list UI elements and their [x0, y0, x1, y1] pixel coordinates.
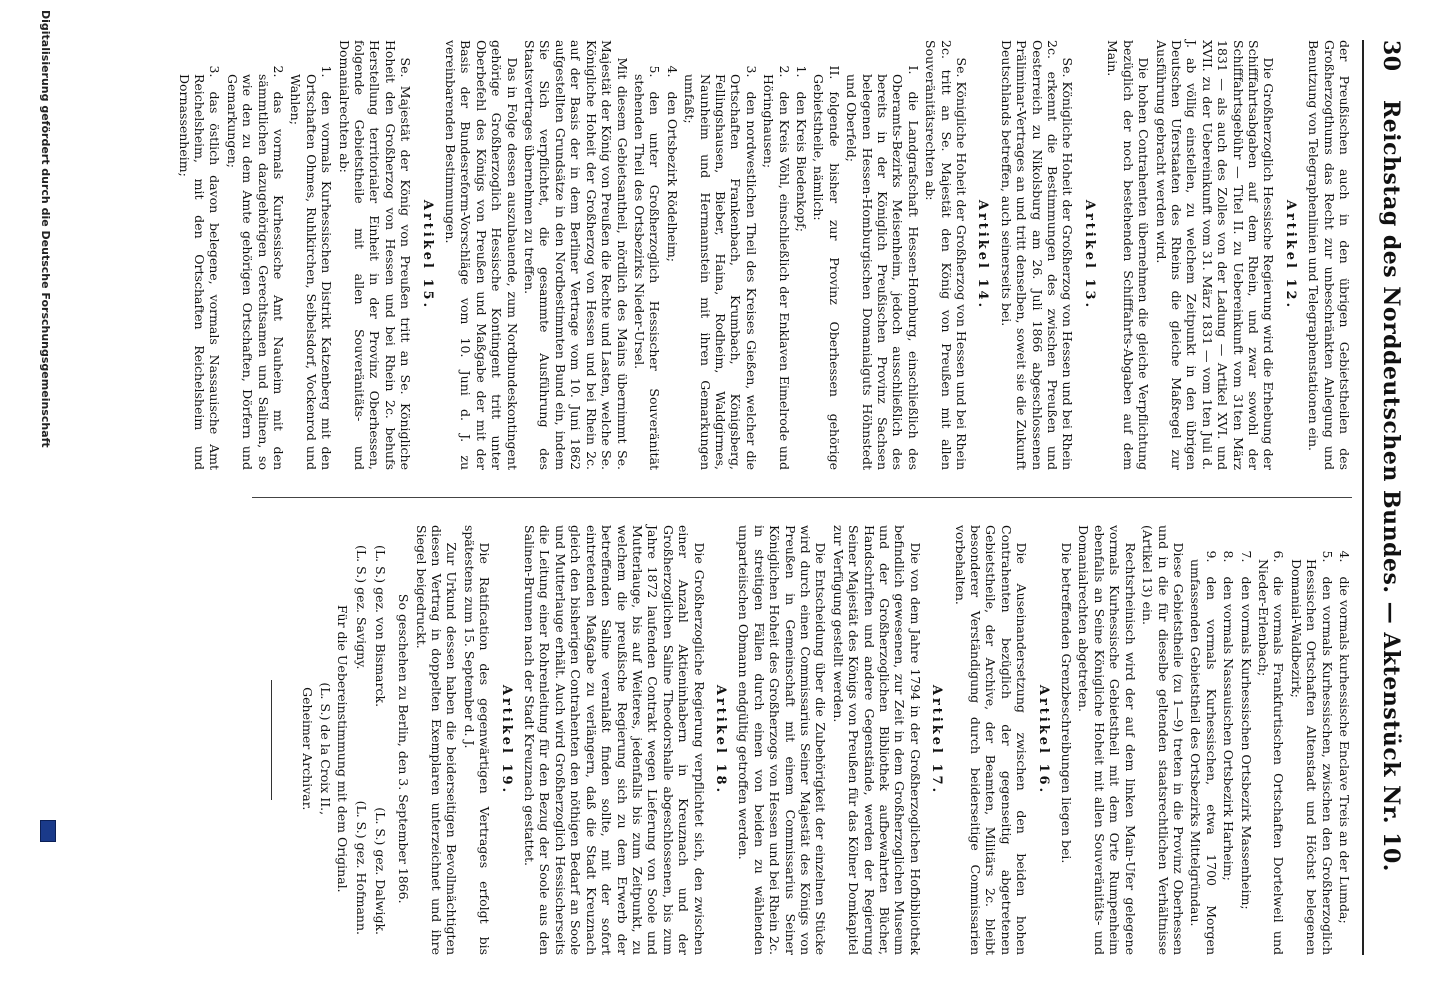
place-date: So geschehen zu Berlin, den 3. September 1866. [396, 593, 412, 904]
list-item: 8. den vormals Nassauischen Ortsbezirk Harheim; [1221, 550, 1237, 881]
article-heading-16: Artikel 16. [1035, 684, 1051, 796]
list-item: 7. den vormals Kurhessischen Ortsbezirk Massenheim; [1238, 550, 1254, 910]
list-item: 9. den vormals Kurhessischen, etwa 1700 Morgen umfassenden Gebietstheil des Ortsbezirks Mittelgründau. [1188, 550, 1219, 955]
list-item: 2. das vormals Kurhessische Amt Nauheim mit den sämmtlichen dazugehörigen Gerechtsamen und Salinen, so wie den zu dem Amte gehörigen Ortschaften, Dörfern und Gemarkungen; [224, 65, 286, 470]
signature: (L. S.) gez. Hofmann. [354, 800, 370, 935]
paragraph: Diese Gebietstheile (zu 1—9) treten in die Provinz Oberhessen und in die für dieselbe geltenden staatsrechtlichen Verhältnisse (Artikel 13) ein. [1140, 525, 1186, 955]
article-heading-17: Artikel 17. [929, 684, 945, 796]
list-item: 4. den Ortsbezirk Rödelheim; [664, 65, 680, 262]
list-item: 3. den nordwestlichen Theil des Kreises Gießen, welcher die Ortschaften Frankenbach, Krumbach, Königsberg, Fellingshausen, Bieber, Haina, Rodheim, Waldgirmes, Naunheim und Hermannstein mit ihren Gemarkungen umfaßt; [682, 65, 759, 470]
list-item: II. folgende bisher zur Provinz Oberhessen gehörige Gebietstheile, nämlich: [811, 65, 842, 470]
paragraph: Se. Königliche Hoheit der Großherzog von Hessen und bei Rhein 2c. tritt an Se. Majestät den König von Preußen mit allen Souveränitätsrechten ab: [923, 40, 970, 470]
closing-rule [271, 680, 272, 800]
paragraph: Das in Folge dessen auszubauende, zum Nordbundeskontingent gehörige Großherzoglich Hessische Kontingent tritt unter Oberbefehl des Königs von Preußen und Maßgabe der mit der Basis der Bundesreform-Vorschläge vom 10. Juni d. J. zu vereinbarenden Bestimmungen. [443, 40, 520, 470]
article-heading-19: Artikel 19. [498, 684, 514, 796]
paragraph: Rechtsrheinisch wird der auf dem linken Main-Ufer gelegene vormals Kurhessische Gebietstheil mit dem Orte Rumpenheim ebenfalls an Seine Königliche Hoheit mit allen Souveränitäts- und Domanialrechten abgetreten. [1076, 525, 1138, 955]
list-item: 1. den vormals Kurhessischen Distrikt Katzenberg mit den Ortschaften Ohmes, Ruhlkirchen, Seibelsdorf, Vockenrod und Wahlen; [288, 65, 335, 470]
running-title: Reichstag des Norddeutschen Bundes. — Aktenstück Nr. 10. [1378, 100, 1404, 872]
dfg-logo-icon [40, 820, 56, 842]
digitization-credit: Digitalisierung gefördert durch die Deutsche Forschungsgemeinschaft [39, 10, 52, 448]
article-heading-13: Artikel 13. [1081, 199, 1097, 311]
list-item: 5. den vormals Kurhessischen, zwischen den Großherzoglich Hessischen Ortschaften Altenstadt und Höchst belegenen Domanial-Waldbezirk; [1288, 550, 1335, 955]
left-column [174, 40, 1352, 470]
paragraph: Se. Königliche Hoheit der Großherzog von Hessen und bei Rhein 2c. erkennt die Bestimmungen des zwischen Preußen und Oesterreich zu Nikolsburg am 26. Juli 1866 abgeschlossenen Präliminar-Vertrages an und tritt denselben, soweit sie die Zukunft Deutschlands betreffen, auch seinerseits bei. [998, 40, 1076, 470]
signature: (L. S.) gez. Dalwigk. [372, 807, 388, 935]
article-heading-15: Artikel 15. [419, 199, 435, 311]
paragraph: Mit diesem Gebietsantheil, nördlich des Mains übernimmt Se. Majestät der König von Preußen die Rechte und Lasten, welche Se. Königliche Hoheit der Großherzog von Hessen und bei Rhein 2c. auf der Basis der in dem Berliner Vertrage vom 10. Juni 1862 aufgestellten Grundsätze in den Nordbestimmten Bund ein, indem Sie Sich verpflichtet, die gesammte Ausführung des Staatsvertrages übernehmen zu treffen. [522, 40, 630, 470]
signature-block [354, 525, 388, 955]
list-item: 6. die vormals Frankfurtischen Ortschaften Dortelweil und Nieder-Erlenbach; [1255, 550, 1287, 955]
page-number: 30 [1378, 40, 1404, 72]
paragraph: Se. Majestät der König von Preußen tritt an Se. Königliche Hoheit den Großherzog von Hessen und bei Rhein 2c. behufs Herstellung territorialer Einheit in der Provinz Oberhessen, folgende Gebietstheile mit allen Souveränitäts- und Domanialrechten ab: [336, 40, 414, 470]
list-item: 5. den unter Großherzoglich Hessischer Souveränität stehenden Theil des Ortsbezirks Nieder-Ursel. [631, 65, 663, 470]
right-column [271, 525, 1352, 955]
article-heading-18: Artikel 18. [712, 684, 728, 796]
attestation: (L. S.) de la Croix II., [317, 682, 333, 816]
attestation: Für die Uebereinstimmung mit dem Original. [335, 604, 351, 893]
paragraph: Die Ratification des gegenwärtigen Vertrages erfolgt bis spätestens zum 15. September d. J. [461, 525, 493, 955]
article-heading-12: Artikel 12. [1282, 199, 1298, 311]
list-item: 2. den Kreis Vöhl, einschließlich der Enklaven Eimelrode und Höringhausen; [761, 65, 792, 470]
attestation: Geheimer Archivar. [300, 687, 316, 811]
signature: (L. S.) gez. Savigny. [354, 545, 370, 670]
paragraph: Die Großherzoglich Hessische Regierung wird die Erhebung der Schifffahrtsabgaben auf dem Rhein, und zwar sowohl der Schifffahrtsgebühr — Titel II. zu Uebereinkunft vom 31ten März 1831 — als auch des Zolles von der Ladung — Artikel XVI. und XVII. zu der Uebereinkunft vom 31. März 1831 — vom 1ten Juli d. J. ab völlig einstellen, zu welchem Zeitpunkt in den übrigen Deutschen Uferstaaten des Rheins die gleiche Maßregel zur Ausführung gebracht werden wird. [1153, 40, 1277, 470]
paragraph: der Preußischen auch in den übrigen Gebietstheilen des Großherzogthums das Recht zur unbeschränkten Anlegung und Benutzung von Telegraphenlinien und Telegraphenstationen ein. [1306, 40, 1352, 470]
article-heading-14: Artikel 14. [975, 199, 991, 311]
paragraph: Die von dem Jahre 1794 in der Großherzoglichen Hofbibliothek befindlich gewesenen, zur Zeit in dem Großherzoglichen Museum und der Großherzoglichen Bibliothek aufbewahrten Bücher, Handschriften und andere Gegenstände, werden der Regierung Seiner Majestät des Königs von Preußen für das Kölner Domkapitel zur Verfügung gestellt werden. [830, 525, 923, 955]
paragraph: Die Großherzogliche Regierung verpflichtet sich, den zwischen einer Anzahl Aktieninhabern in Kreuznach und der Großherzoglichen Saline Theodorshalle abgeschlossenen, bis zum Jahre 1872 laufenden Contrakt wegen Lieferung von Soole und Mutterlauge, bis auf Weiteres, jedenfalls bis zum Zeitpunkt, zu welchem die preußische Regierung sich zu dem Erwerb der betreffenden Saline veranlaßt finden sollte, mit der sofort eintretenden Maßgabe zu verlängern, daß die Stadt Kreuznach gleich den bisherigen Contrahenten den nöthigen Bedarf an Soole und Mutterlauge erhält. Auch wird Großherzoglich Hessischerseits die Leitung einer Rohrenleitung für den Bezug der Soole aus den Salinen-Brunnen nach der Stadt Kreuznach gestattet. [522, 525, 707, 955]
signature: (L. S.) gez. von Bismarck. [372, 545, 388, 708]
page-header [1362, 40, 1404, 940]
paragraph: Die Entscheidung über die Zubehörigkeit der einzelnen Stücke wird durch einen Commissarius Seiner Majestät des Königs von Preußen in Gemeinschaft mit einem Commissarius Seiner Königlichen Hoheit des Großherzogs von Hessen und bei Rhein 2c. in streitigen Fällen durch einen von beiden zu wählenden unparteiischen Obmann endgültig getroffen werden. [736, 525, 829, 955]
paragraph: Die Auseinandersetzung zwischen den beiden hohen Contrahenten bezüglich der gegenseitig abgetretenen Gebietstheile, der Archive, der Beamten, Militärs 2c. bleibt besonderer Verständigung durch beiderseitige Commissarien vorbehalten. [952, 525, 1030, 955]
list-item: 3. das östlich davon belegene, vormals Nassauische Amt Reichelsheim, mit den Ortschaften Reichelsheim und Dornassenheim; [176, 65, 223, 470]
list-item: I. die Landgrafschaft Hessen-Homburg, einschließlich des Oberamts-Bezirks Meisenheim, jedoch ausschließlich des bereits in der Königlich Preußischen Provinz Sachsen belegenen Hessen-Homburgischen Domanialguts Höhnstedt und Oberfeld; [844, 65, 921, 470]
list-item: 4. die vormals kurhessische Enclave Treis an der Lumda; [1337, 550, 1352, 924]
paragraph: Zur Urkund dessen haben die beiderseitigen Bevollmächtigten diesen Vertrag in doppelten Exemplaren unterzeichnet und ihre Siegel beigedruckt. [413, 525, 460, 955]
header-rule [1362, 40, 1364, 955]
paragraph: Die hohen Contrahenten übernehmen die gleiche Verpflichtung bezüglich der noch bestehenden Schifffahrts-Abgaben auf dem Main. [1105, 40, 1152, 470]
paragraph: Die betreffenden Grenzbeschreibungen liegen bei. [1059, 542, 1075, 864]
column-divider [252, 497, 1352, 498]
list-item: 1. den Kreis Biedenkopf; [794, 65, 809, 232]
